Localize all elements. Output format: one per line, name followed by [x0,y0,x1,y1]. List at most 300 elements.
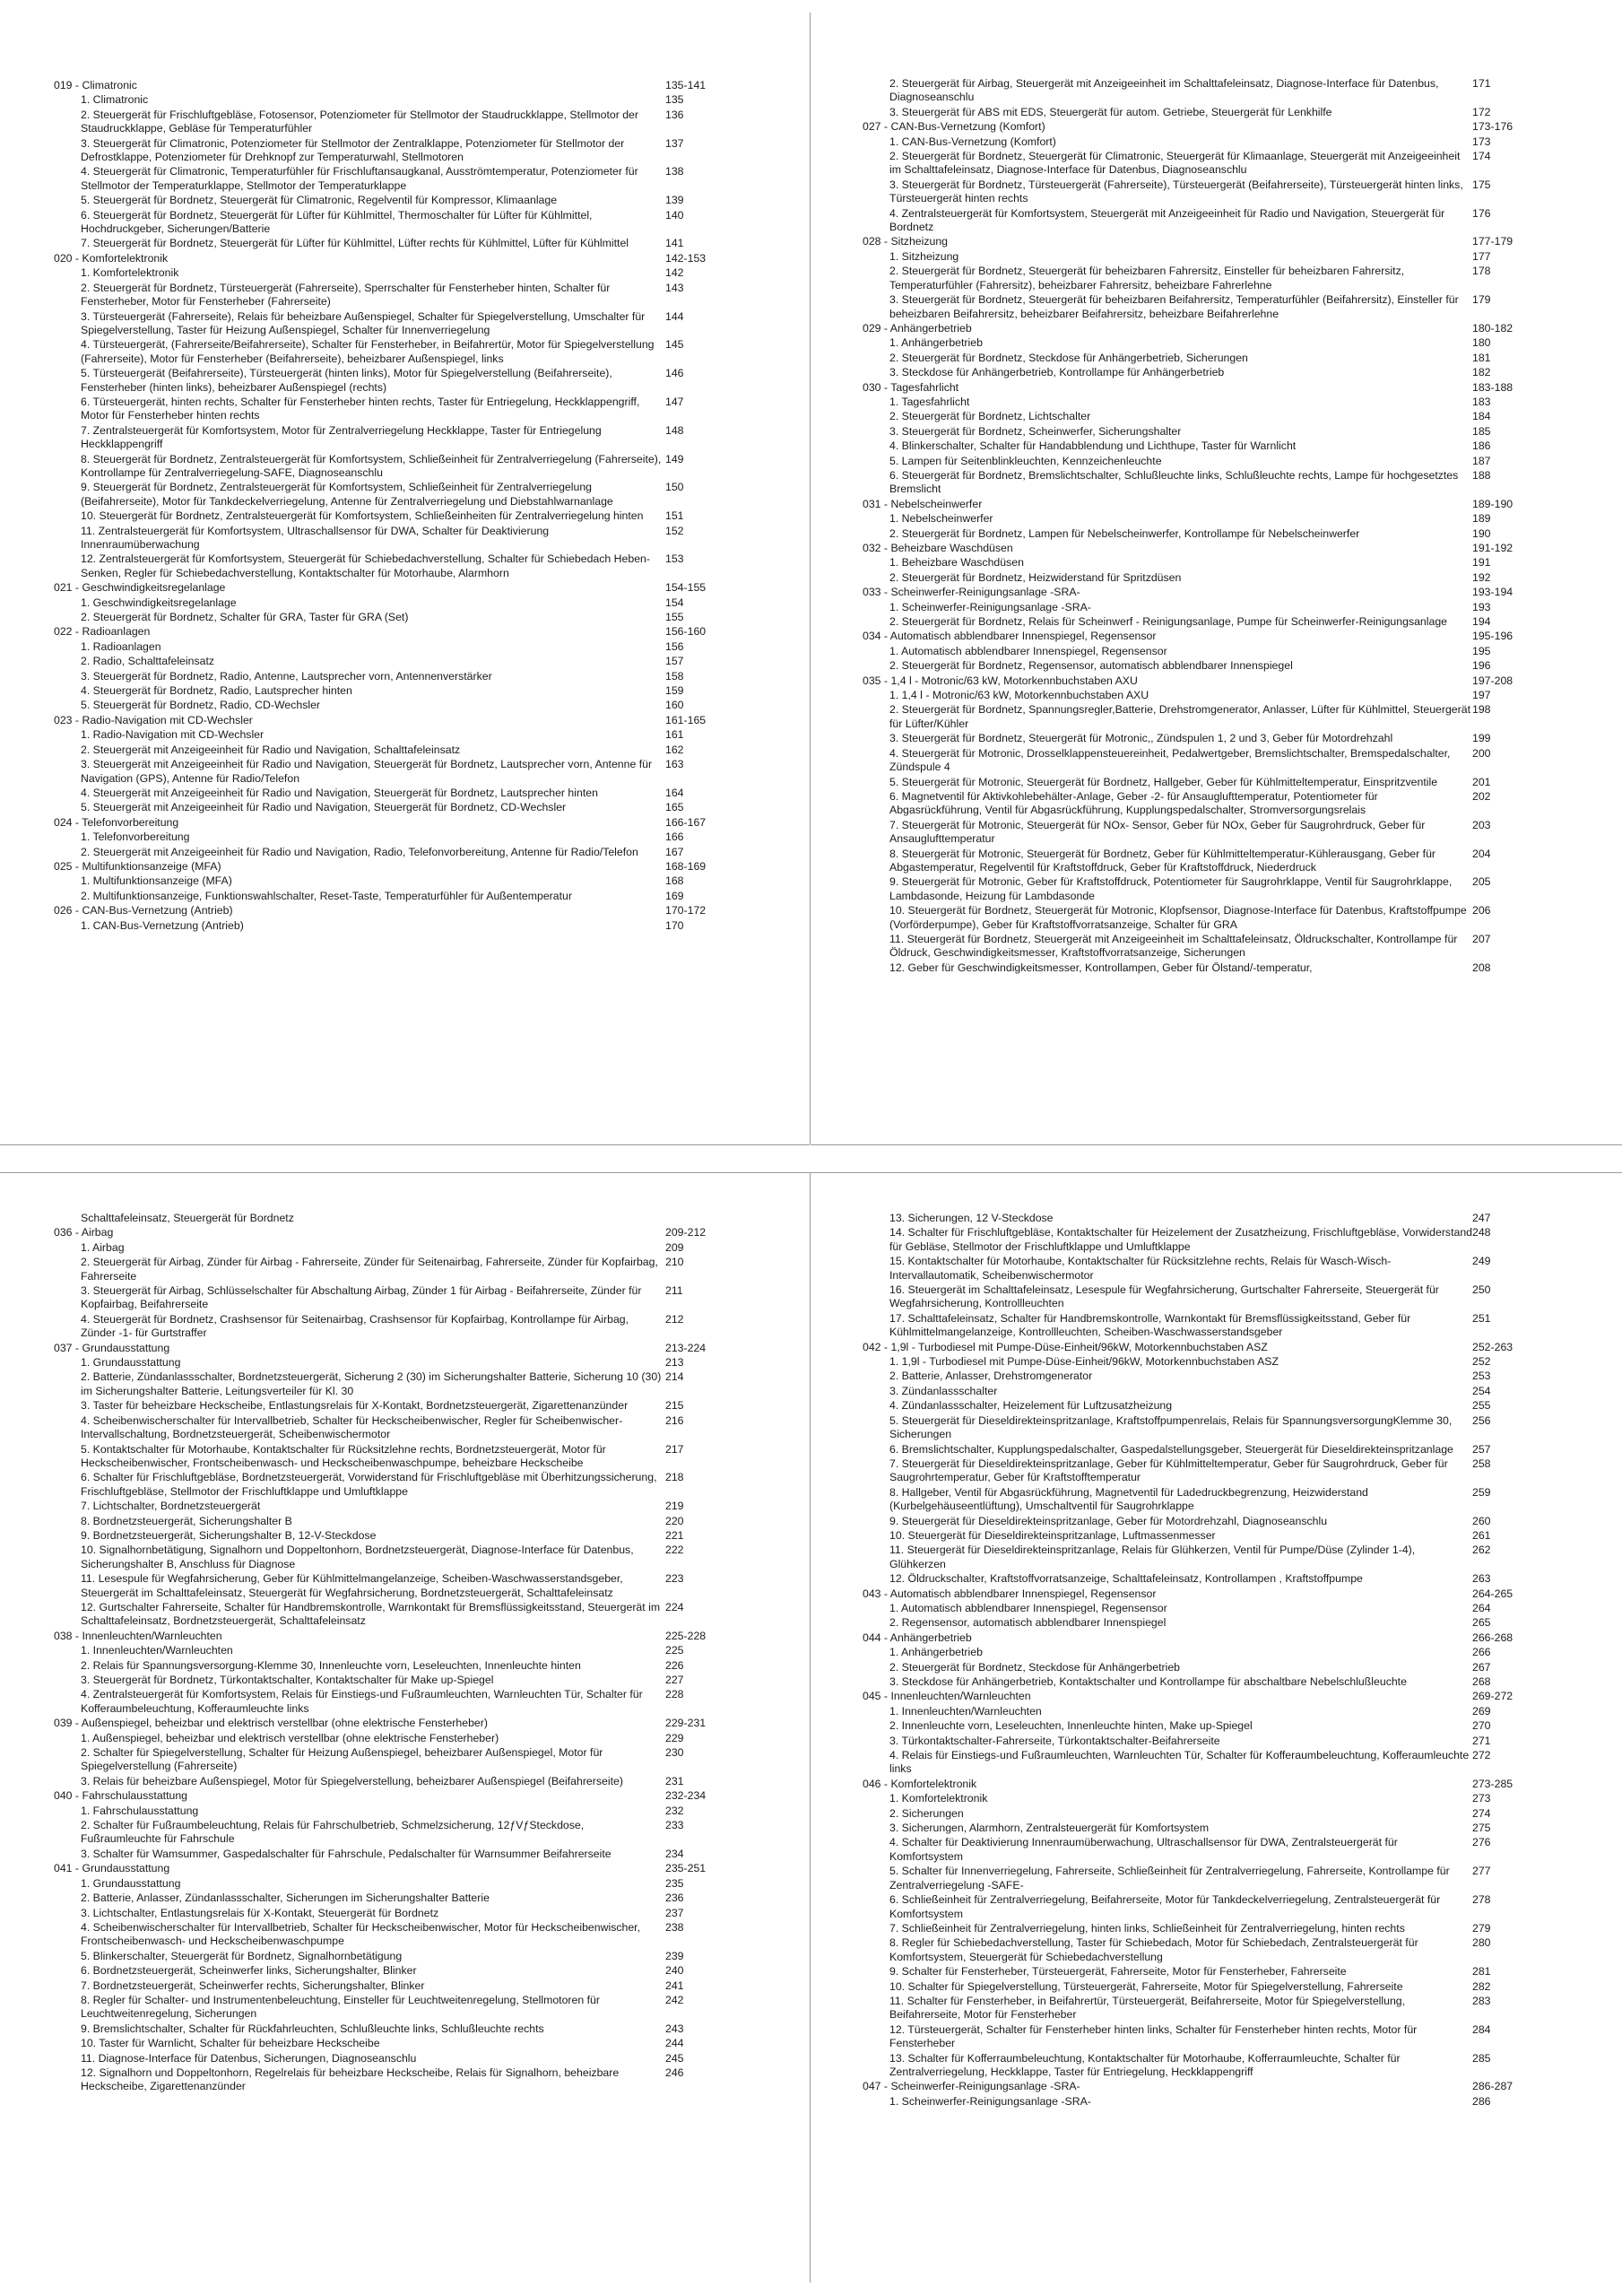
entry-page-number: 235-251 [665,1862,707,1875]
toc-subentry [863,659,1571,673]
toc-subentry [54,744,764,757]
entry-page-number: 147 [665,395,684,408]
entry-title: 4. Relais für Einstiegs-und Fußraumleuchten, Warnleuchten Tür, Schalter für Kofferaumbeleuchtung, Kofferaumleuchte links [889,1749,1470,1776]
toc-subentry [54,846,764,859]
page-bottom-left [54,1212,764,2225]
entry-title: 2. Steuergerät für Airbag, Zünder für Airbag - Fahrerseite, Zünder für Seitenairbag, Fahrerseite, Zünder für Kopfairbag, Fahrerseite [81,1256,658,1283]
entry-title: 16. Steuergerät im Schalttafeleinsatz, Lesespule für Wegfahrsicherung, Gurtschalter Fahrerseite, Steuergerät für Wegfahrsicherung, Kontrollleuchten [889,1283,1439,1310]
entry-page-number: 196 [1472,659,1491,673]
entry-title: 8. Regler für Schalter- und Instrumentenbeleuchtung, Einsteller für Leuchtweitenregelung, Stellmotoren für Leuchtweitenregelung, Sicherungen [81,1993,600,2021]
toc-subentry [863,732,1571,745]
entry-page-number: 223 [665,1572,684,1586]
entry-page-number: 253 [1472,1370,1491,1383]
toc-section-entry [54,1226,764,1239]
entry-title: 6. Steuergerät für Bordnetz, Steuergerät für Lüfter für Kühlmittel, Thermoschalter für Lüfter für Kühlmittel, Hochdruckgeber, Sicherungen/Batterie [81,208,593,236]
toc-subentry [863,150,1571,178]
entry-title: 2. Schalter für Spiegelverstellung, Schalter für Heizung Außenspiegel, beheizbarer Außenspiegel, Motor für Spiegelverstellung (Fahrerseite) [81,1746,603,1773]
entry-page-number: 140 [665,208,684,222]
entry-page-number: 238 [665,1920,684,1934]
entry-page-number: 154-155 [665,581,707,595]
entry-page-number: 286-287 [1472,2080,1514,2093]
toc-subentry [54,919,764,933]
entry-title: 8. Steuergerät für Bordnetz, Zentralsteuergerät für Komfortsystem, Schließeinheit für Zentralverriegelung (Fahrerseite), Kontrollampe für Zentralverriegelung-SAFE, Diagnoseanschlu [81,452,662,479]
entry-title: 4. Zentralsteuergerät für Komfortsystem, Steuergerät mit Anzeigeeinheit für Radio und Navigation, Steuergerät für Bordnetz [889,206,1445,234]
toc-subentry [863,1792,1571,1805]
entry-title: 6. Steuergerät für Bordnetz, Bremslichtschalter, Schlußleuchte links, Schlußleuchte rechts, Lampe für hochgesetztes Bremslicht [889,468,1459,496]
entry-title: 12. Signalhorn und Doppeltonhorn, Regelrelais für beheizbare Heckscheibe, Relais für Signalhorn, beheizbare Heckscheibe, Zigarettenanzünder [81,2066,620,2093]
toc-section-entry [54,1789,764,1803]
entry-title: 8. Hallgeber, Ventil für Abgasrückführung, Magnetventil für Ladedruckbegrenzung, Heizwiderstand (Kurbelgehäuseentlüftung), Umschaltventil für Saugrohrklappe [889,1485,1368,1513]
entry-title: 1. Innenleuchten/Warnleuchten [889,1704,1042,1718]
entry-title: 6. Magnetventil für Aktivkohlebehälter-Anlage, Geber -2- für Ansauglufttemperatur, Potentiometer für Abgasrückführung, Ventil für Abgasrückführung, Kupplungspedalschalter, Stromversorgungsrelais [889,789,1378,817]
entry-page-number: 228 [665,1688,684,1701]
toc-subentry [863,933,1571,961]
entry-page-number: 232-234 [665,1789,707,1803]
toc-subentry [54,1659,764,1673]
toc-section-entry [863,1631,1571,1645]
entry-title: 10. Signalhornbetätigung, Signalhorn und Doppeltonhorn, Bordnetzsteuergerät, Diagnose-Interface für Datenbus, Sicherungshalter B, Anschluss für Diagnose [81,1544,634,1570]
toc-section-entry [54,1862,764,1875]
toc-section-entry [54,625,764,639]
entry-page-number: 230 [665,1746,684,1760]
toc-subentry [863,1572,1571,1586]
toc-subentry [54,640,764,654]
entry-page-number: 250 [1472,1283,1491,1297]
entry-page-number: 183-188 [1472,380,1514,394]
entry-title: 15. Kontaktschalter für Motorhaube, Kontaktschalter für Rücksitzlehne rechts, Relais für Wasch-Wisch-Intervallautomatik, Scheibenwischermotor [889,1255,1392,1282]
entry-page-number: 170 [665,918,684,932]
entry-page-number: 156 [665,639,684,653]
entry-page-number: 233 [665,1819,684,1832]
entry-page-number: 282 [1472,1979,1491,1993]
entry-title: 030 - Tagesfahrlicht [863,380,959,394]
entry-title: 3. Steuergerät für Climatronic, Potenziometer für Stellmotor der Zentralklappe, Potenziometer für Stellmotor der Defrostklappe, Potenziometer für Drehknopf zur Temperaturwahl, Stellmotoren [81,136,625,164]
entry-title: 024 - Telefonvorbereitung [54,815,179,829]
entry-title: 036 - Airbag [54,1226,114,1239]
entry-title: 9. Bordnetzsteuergerät, Sicherungshalter B, 12-V-Steckdose [81,1528,377,1542]
entry-title: 3. Steuergerät für ABS mit EDS, Steuergerät für autom. Getriebe, Steuergerät für Lenkhilfe [889,105,1332,118]
toc-subentry [54,453,764,481]
entry-page-number: 215 [665,1399,684,1413]
entry-title: 2. Steuergerät für Bordnetz, Heizwiderstand für Spritzdüsen [889,570,1182,584]
entry-page-number: 171 [1472,77,1491,90]
entry-title: 5. Lampen für Seitenblinkleuchten, Kennzeichenleuchte [889,454,1162,467]
entry-page-number: 275 [1472,1822,1491,1835]
toc-subentry [863,790,1571,818]
entry-title: 10. Steuergerät für Dieseldirekteinspritzanlage, Luftmassenmesser [889,1528,1216,1542]
entry-page-number: 156-160 [665,625,707,639]
entry-title: 3. Steuergerät für Airbag, Schlüsselschalter für Abschaltung Airbag, Zünder 1 für Airbag - Beifahrerseite, Zünder für Kopfairbag, Beifahrerseite [81,1284,642,1311]
toc-subentry [863,1226,1571,1254]
entry-title: 2. Relais für Spannungsversorgung-Klemme 30, Innenleuchte vorn, Leseleuchten, Innenleuchte hinten [81,1658,581,1672]
entry-page-number: 193-194 [1472,586,1514,599]
toc-subentry [54,266,764,280]
entry-page-number: 281 [1472,1965,1491,1979]
toc-subentry [863,645,1571,658]
entry-page-number: 177 [1472,249,1491,263]
entry-page-number: 141 [665,237,684,250]
toc-subentry [54,1805,764,1818]
toc-subentry [54,1775,764,1788]
entry-page-number: 225 [665,1644,684,1657]
entry-title: 1. Komfortelektronik [889,1792,988,1805]
toc-section-entry [54,1630,764,1643]
entry-page-number: 203 [1472,818,1491,831]
toc-subentry [863,1616,1571,1630]
entry-page-number: 135 [665,93,684,107]
toc-subentry [54,1212,764,1225]
toc-subentry [863,1735,1571,1748]
toc-subentry [863,961,1571,975]
entry-page-number: 205 [1472,875,1491,889]
entry-title: 032 - Beheizbare Waschdüsen [863,542,1013,554]
entry-title: 1. Radio-Navigation mit CD-Wechsler [81,728,265,742]
toc-section-entry [54,860,764,874]
entry-page-number: 187 [1472,454,1491,467]
entry-title: 7. Bordnetzsteuergerät, Scheinwerfer rechts, Sicherungshalter, Blinker [81,1979,425,1992]
toc-subentry [863,819,1571,847]
entry-title: 2. Steuergerät mit Anzeigeeinheit für Radio und Navigation, Schalttafeleinsatz [81,743,461,756]
entry-page-number: 188 [1472,468,1491,482]
entry-page-number: 270 [1472,1719,1491,1733]
entry-title: 035 - 1,4 l - Motronic/63 kW, Motorkennbuchstaben AXU [863,674,1138,687]
entry-page-number: 157 [665,655,684,668]
toc-subentry [863,1457,1571,1485]
entry-title: 3. Schalter für Wamsummer, Gaspedalschalter für Fahrschule, Pedalschalter für Warnsummer Beifahrerseite [81,1847,612,1860]
entry-page-number: 180-182 [1472,321,1514,335]
toc-subentry [54,1370,764,1398]
entry-title: 5. Steuergerät für Bordnetz, Radio, CD-Wechsler [81,699,321,712]
toc-section-entry [54,816,764,830]
entry-title: 4. Zündanlassschalter, Heizelement für Luftzusatzheizung [889,1399,1173,1413]
entry-page-number: 214 [665,1370,684,1384]
entry-title: 1. Grundausstattung [81,1356,181,1370]
toc-subentry [54,2022,764,2036]
entry-title: 5. Kontaktschalter für Motorhaube, Kontaktschalter für Rücksitzlehne rechts, Bordnetzsteuergerät, Motor für Heckscheibenwischer, Frontscheibenwasch- und Heckscheibenwaschpumpe, beheizbare Heckscheibe [81,1442,606,1469]
entry-page-number: 135-141 [665,79,707,91]
horizontal-divider-left [0,1144,810,1145]
entry-page-number: 202 [1472,789,1491,803]
entry-page-number: 210 [665,1256,684,1269]
entry-page-number: 258 [1472,1457,1491,1470]
entry-title: 11. Lesespule für Wegfahrsicherung, Geber für Kühlmittelmangelanzeige, Scheiben-Waschwasserstandsgeber, Steuergerät im Schalttafeleinsatz, Steuergerät für Wegfahrsicherung, Bordnetzsteuergerät, Schalttafeleinsatz [81,1572,623,1599]
entry-title: 2. Steuergerät für Bordnetz, Schalter für GRA, Taster für GRA (Set) [81,611,409,624]
entry-page-number: 236 [665,1892,684,1905]
toc-subentry [863,1836,1571,1864]
entry-page-number: 168 [665,874,684,888]
entry-page-number: 142 [665,266,684,280]
toc-subentry [863,1443,1571,1457]
entry-page-number: 158 [665,669,684,683]
toc-subentry [863,135,1571,149]
toc-subentry [54,525,764,552]
toc-subentry [863,1807,1571,1821]
toc-subentry [54,1674,764,1687]
entry-page-number: 149 [665,452,684,465]
entry-page-number: 221 [665,1528,684,1542]
entry-title: 3. Sicherungen, Alarmhorn, Zentralsteuergerät für Komfortsystem [889,1822,1210,1835]
entry-page-number: 145 [665,338,684,352]
toc-subentry [863,571,1571,585]
entry-page-number: 137 [665,136,684,150]
toc-subentry [863,293,1571,321]
toc-subentry [54,1399,764,1413]
toc-section-entry [863,1587,1571,1601]
toc-section-entry [54,714,764,727]
toc-subentry [863,601,1571,614]
entry-title: 11. Diagnose-Interface für Datenbus, Sicherungen, Diagnoseanschlu [81,2051,417,2065]
toc-subentry [863,1486,1571,1514]
toc-subentry [863,848,1571,875]
entry-page-number: 208 [1472,961,1491,974]
entry-title: 040 - Fahrschulausstattung [54,1789,188,1803]
toc-subentry [863,1515,1571,1528]
toc-section-entry [54,1342,764,1355]
entry-page-number: 247 [1472,1212,1491,1224]
entry-page-number: 248 [1472,1226,1491,1239]
toc-subentry [863,396,1571,409]
toc-section-entry [863,2080,1571,2093]
entry-page-number: 197 [1472,689,1491,702]
entry-title: 4. Steuergerät für Bordnetz, Crashsensor für Seitenairbag, Crashsensor für Kopfairbag, Kontrollampe für Airbag, Zünder -1- für Gurtstraffer [81,1312,629,1340]
toc-subentry [863,352,1571,365]
toc-subentry [54,137,764,165]
entry-title: 9. Steuergerät für Dieseldirekteinspritzanlage, Geber für Motordrehzahl, Diagnoseanschlu [889,1514,1328,1527]
entry-title: 3. Steuergerät für Bordnetz, Scheinwerfer, Sicherungshalter [889,424,1182,438]
entry-page-number: 271 [1472,1734,1491,1747]
toc-subentry [54,481,764,509]
entry-title: 3. Relais für beheizbare Außenspiegel, Motor für Spiegelverstellung, beheizbarer Außenspiegel (Beifahrerseite) [81,1774,623,1787]
entry-title: 2. Innenleuchte vorn, Leseleuchten, Innenleuchte hinten, Make up-Spiegel [889,1719,1253,1733]
entry-title: 3. Steuergerät für Bordnetz, Radio, Antenne, Lautsprecher vorn, Antennenverstärker [81,669,492,683]
entry-page-number: 244 [665,2037,684,2050]
entry-page-number: 278 [1472,1893,1491,1907]
entry-title: 2. Steuergerät für Bordnetz, Steuergerät für Climatronic, Steuergerät für Klimaanlage, Steuergerät mit Anzeigeeinheit im Schalttafeleinsatz, Diagnose-Interface für Datenbus, Diagnoseanschlu [889,150,1461,177]
entry-page-number: 227 [665,1674,684,1686]
entry-page-number: 162 [665,743,684,756]
toc-subentry [54,509,764,523]
entry-title: 14. Schalter für Frischluftgebläse, Kontaktschalter für Heizelement der Zusatzheizung, Frischluftgebläse, Vorwiderstand für Gebläse, Stellmotor der Frischluftklappe und Umluftklappe [889,1226,1473,1253]
toc-subentry [54,424,764,452]
entry-page-number: 166 [665,831,684,844]
toc-subentry [863,1995,1571,2022]
toc-section-entry [863,1690,1571,1703]
entry-title: 034 - Automatisch abblendbarer Innenspiegel, Regensensor [863,630,1157,643]
entry-title: 12. Zentralsteuergerät für Komfortsystem, Steuergerät für Schiebedachverstellung, Schalter für Schiebedach Heben-Senken, Regler für Schiebedachverstellung, Kontaktschalter für Motorhaube, Alarmhorn [81,552,650,579]
toc-subentry [863,1399,1571,1413]
entry-title: 2. Radio, Schalttafeleinsatz [81,655,215,668]
entry-page-number: 161-165 [665,713,707,726]
toc-subentry [863,1255,1571,1283]
entry-title: 1. Anhängerbetrieb [889,336,983,350]
toc-subentry [863,439,1571,453]
toc-subentry [863,1893,1571,1921]
entry-title: 1. Beheizbare Waschdüsen [889,556,1024,570]
entry-title: 9. Bremslichtschalter, Schalter für Rückfahrleuchten, Schlußleuchte links, Schlußleuchte rechts [81,2022,544,2035]
entry-title: 8. Regler für Schiebedachverstellung, Taster für Schiebedach, Motor für Schiebedach, Zentralsteuergerät für Komfortsystem, Steuergerät für Schiebedachverstellung [889,1936,1418,1963]
entry-title: 022 - Radioanlagen [54,625,151,639]
entry-title: 1. Anhängerbetrieb [889,1646,983,1659]
entry-title: 3. Steuergerät für Bordnetz, Steuergerät für Motronic,, Zündspulen 1, 2 und 3, Geber für Motordrehzahl [889,732,1393,745]
entry-title: 2. Steuergerät für Bordnetz, Regensensor, automatisch abblendbarer Innenspiegel [889,659,1293,673]
toc-subentry [54,1732,764,1745]
toc-subentry [54,2037,764,2050]
vertical-divider-top [810,13,811,1144]
entry-title: 1. Automatisch abblendbarer Innenspiegel, Regensensor [889,1601,1167,1614]
entry-title: 2. Steuergerät für Bordnetz, Relais für Scheinwerf - Reinigungsanlage, Pumpe für Scheinwerfer-Reinigungsanlage [889,615,1448,629]
toc-section-entry [863,381,1571,395]
entry-page-number: 245 [665,2051,684,2065]
toc-subentry [54,1256,764,1283]
toc-subentry [54,684,764,698]
toc-subentry [863,469,1571,497]
toc-section-entry [863,586,1571,599]
vertical-divider-bottom [810,1172,811,2283]
toc-subentry [863,2023,1571,2051]
entry-page-number: 231 [665,1774,684,1787]
entry-title: 13. Schalter für Kofferraumbeleuchtung, Kontaktschalter für Motorhaube, Kofferraumleuchte, Schalter für Zentralverriegelung, Heckklappe, Taster für Entriegelung, Heckklappengriff [889,2051,1401,2078]
entry-page-number: 217 [665,1442,684,1456]
entry-title: 1. Automatisch abblendbarer Innenspiegel, Regensensor [889,644,1167,657]
entry-page-number: 286 [1472,2094,1491,2108]
entry-title: 2. Steuergerät mit Anzeigeeinheit für Radio und Navigation, Radio, Telefonvorbereitung, Antenne für Radio/Telefon [81,845,638,858]
toc-subentry [54,1921,764,1949]
entry-page-number: 252-263 [1472,1340,1514,1353]
entry-title: 043 - Automatisch abblendbarer Innenspiegel, Regensensor [863,1587,1157,1600]
entry-title: 2. Sicherungen [889,1806,964,1820]
entry-page-number: 173-176 [1472,120,1514,134]
entry-page-number: 174 [1472,150,1491,163]
entry-page-number: 218 [665,1471,684,1484]
entry-title: 11. Zentralsteuergerät für Komfortsystem, Ultraschallsensor für DWA, Schalter für Deaktivierung Innenraumüberwachung [81,524,550,551]
entry-page-number: 184 [1472,410,1491,423]
toc-subentry [863,527,1571,541]
entry-page-number: 209 [665,1240,684,1254]
toc-subentry [863,1749,1571,1777]
toc-subentry [54,2052,764,2066]
toc-subentry [54,1601,764,1629]
entry-title: 8. Steuergerät für Motronic, Steuergerät für Bordnetz, Geber für Kühlmitteltemperatur-Kühlerausgang, Geber für Abgastemperatur, Regelventil für Kraftstoffdruck, Geber für Kraftstoffdruck, Niederdruck [889,847,1436,874]
entry-page-number: 266-268 [1472,1631,1514,1644]
toc-subentry [863,336,1571,350]
toc-subentry [54,1907,764,1920]
entry-title: 2. Steuergerät für Bordnetz, Lampen für Nebelscheinwerfer, Kontrollampe für Nebelscheinwerfer [889,526,1360,540]
entry-page-number: 198 [1472,703,1491,717]
entry-page-number: 194 [1472,615,1491,629]
entry-title: 7. Steuergerät für Bordnetz, Steuergerät für Lüfter für Kühlmittel, Lüfter rechts für Kühlmittel, Lüfter für Kühlmittel [81,237,629,250]
entry-page-number: 193 [1472,600,1491,613]
entry-title: 6. Bremslichtschalter, Kupplungspedalschalter, Gaspedalstellungsgeber, Steuergerät für Dieseldirekteinspritzanlage [889,1442,1453,1456]
toc-subentry [54,1950,764,1963]
toc-subentry [54,670,764,683]
toc-subentry [54,1414,764,1442]
toc-subentry [863,875,1571,903]
entry-title: 1. Komfortelektronik [81,266,179,280]
entry-page-number: 176 [1472,206,1491,220]
entry-page-number: 234 [665,1847,684,1860]
entry-title: 3. Steckdose für Anhängerbetrieb, Kontrollampe für Anhängerbetrieb [889,366,1225,379]
toc-subentry [54,1356,764,1370]
entry-page-number: 257 [1472,1442,1491,1456]
entry-title: 046 - Komfortelektronik [863,1777,977,1790]
toc-subentry [54,367,764,395]
toc-subentry [54,2066,764,2094]
toc-subentry [863,1705,1571,1718]
toc-section-entry [863,322,1571,335]
entry-title: 10. Taster für Warnlicht, Schalter für beheizbare Heckscheibe [81,2037,380,2050]
entry-page-number: 201 [1472,775,1491,788]
entry-page-number: 256 [1472,1413,1491,1427]
entry-page-number: 142-153 [665,251,707,265]
entry-title: 4. Steuergerät mit Anzeigeeinheit für Radio und Navigation, Steuergerät für Bordnetz, Lautsprecher hinten [81,786,598,799]
toc-subentry [863,1965,1571,1979]
entry-title: 13. Sicherungen, 12 V-Steckdose [889,1212,1054,1224]
entry-page-number: 277 [1472,1865,1491,1878]
entry-title: 1. Nebelscheinwerfer [889,512,993,526]
entry-page-number: 273 [1472,1792,1491,1805]
entry-title: 2. Steuergerät für Bordnetz, Steckdose für Anhängerbetrieb, Sicherungen [889,351,1248,364]
entry-title: 1. Telefonvorbereitung [81,831,190,844]
toc-subentry [863,250,1571,264]
entry-title: 041 - Grundausstattung [54,1862,170,1875]
entry-page-number: 226 [665,1658,684,1672]
entry-title: 019 - Climatronic [54,79,137,91]
entry-title: 12. Geber für Geschwindigkeitsmesser, Kontrollampen, Geber für Ölstand/-temperatur, [889,961,1313,974]
entry-page-number: 220 [665,1514,684,1527]
entry-title: 7. Steuergerät für Dieseldirekteinspritzanlage, Geber für Kühlmitteltemperatur, Geber für Saugrohrdruck, Geber für Saugrohrtemperatur, Geber für Kraftstofftemperatur [889,1457,1448,1484]
entry-page-number: 200 [1472,746,1491,760]
entry-title: 3. Lichtschalter, Entlastungsrelais für X-Kontakt, Steuergerät für Bordnetz [81,1906,439,1919]
entry-title: 038 - Innenleuchten/Warnleuchten [54,1629,222,1642]
toc-subentry [54,1644,764,1657]
entry-page-number: 251 [1472,1311,1491,1325]
entry-title: 1. Tagesfahrlicht [889,395,970,408]
entry-title: 2. Regensensor, automatisch abblendbarer Innenspiegel [889,1616,1167,1630]
entry-title: 2. Steuergerät für Bordnetz, Lichtschalter [889,410,1091,423]
toc-subentry [54,1443,764,1471]
toc-subentry [54,1688,764,1716]
entry-page-number: 168-169 [665,859,707,873]
entry-title: 044 - Anhängerbetrieb [863,1631,972,1644]
entry-page-number: 189 [1472,512,1491,526]
entry-page-number: 216 [665,1413,684,1427]
entry-page-number: 136 [665,108,684,121]
entry-title: 029 - Anhängerbetrieb [863,321,972,335]
entry-page-number: 153 [665,552,684,566]
toc-subentry [863,2095,1571,2109]
entry-page-number: 172 [1472,105,1491,118]
entry-title: 12. Öldruckschalter, Kraftstoffvorratsanzeige, Schalttafeleinsatz, Kontrollampen , Kraftstoffpumpe [889,1572,1363,1586]
entry-page-number: 279 [1472,1921,1491,1935]
entry-page-number: 269-272 [1472,1690,1514,1703]
toc-section-entry [863,674,1571,688]
toc-subentry [54,874,764,888]
toc-subentry [863,410,1571,423]
entry-title: 1. 1,9l - Turbodiesel mit Pumpe-Düse-Einheit/96kW, Motorkennbuchstaben ASZ [889,1355,1279,1369]
entry-page-number: 246 [665,2066,684,2079]
entry-page-number: 222 [665,1544,684,1557]
toc-subentry [54,1241,764,1255]
entry-title: 4. Schalter für Deaktivierung Innenraumüberwachung, Ultraschallsensor für DWA, Zentralsteuergerät für Komfortsystem [889,1836,1398,1863]
toc-subentry [54,890,764,903]
entry-title: 7. Steuergerät für Motronic, Steuergerät für NOx- Sensor, Geber für NOx, Geber für Saugrohrdruck, Geber für Ansauglufttemperatur [889,818,1426,846]
entry-page-number: 237 [665,1906,684,1919]
entry-title: 027 - CAN-Bus-Vernetzung (Komfort) [863,120,1045,134]
entry-title: 020 - Komfortelektronik [54,251,169,265]
entry-title: 047 - Scheinwerfer-Reinigungsanlage -SRA- [863,2080,1080,2093]
page-top-left [54,79,764,1088]
toc-subentry [863,207,1571,235]
